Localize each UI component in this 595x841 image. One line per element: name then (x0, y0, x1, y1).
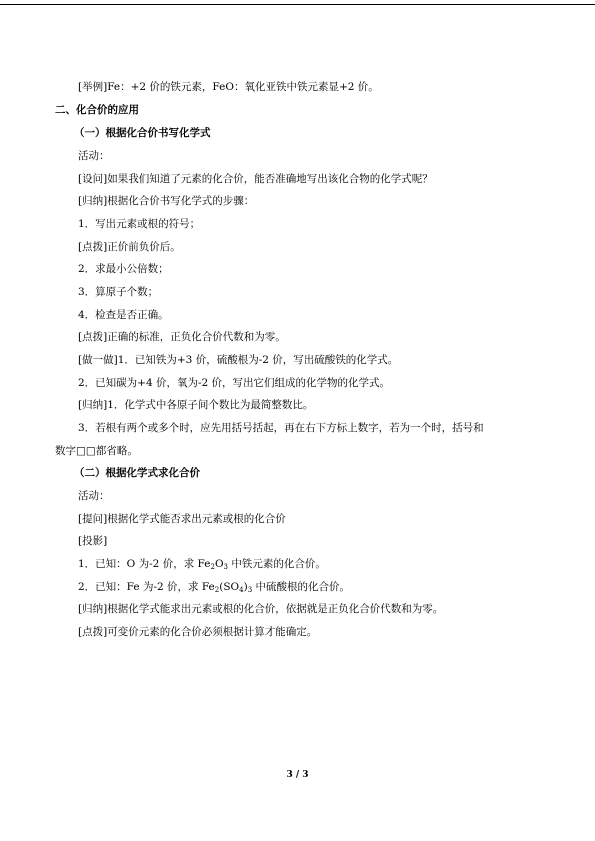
hint-line-2: [点拨]正确的标准，正负化合价代数和为零。 (78, 331, 286, 343)
activity-label-1: 活动： (78, 150, 110, 162)
rule-line: 3．若根有两个或多个时，应先用括号括起，再在右下方标上数字，若为一个时，括号和 (78, 422, 484, 434)
exercise-1: [做一做]1．已知铁为+3 价，硫酸根为-2 价，写出硫酸铁的化学式。 (78, 354, 399, 366)
subsection-heading-1: （一）根据化合价书写化学式 (74, 127, 211, 139)
step-4: 4．检查是否正确。 (78, 309, 169, 321)
question-line: [设问]如果我们知道了元素的化合价，能否准确地写出该化合物的化学式呢？ (78, 173, 433, 185)
page-number: 3 / 3 (286, 770, 309, 780)
summary-line-1: [归纳]根据化合价书写化学式的步骤： (78, 195, 255, 207)
prompt-line: [提问]根据化学式能否求出元素或根的化合价 (78, 513, 286, 525)
step-3: 3．算原子个数； (78, 286, 159, 298)
rule-line-continued: 数字□□都省略。 (55, 445, 138, 457)
subsection-heading-2: （二）根据化学式求化合价 (74, 467, 200, 479)
activity-label-2: 活动： (78, 490, 110, 502)
hint-line-3: [点拨]可变价元素的化合价必须根据计算才能确定。 (78, 626, 318, 638)
projection-label: [投影] (78, 535, 108, 547)
projection-question-2: 2．已知：Fe 为-2 价，求 $Fe_2(SO_4)_3$ 中硫酸根的化合价。 (78, 581, 351, 594)
example-line: [举例]Fe：+2 价的铁元素，FeO：氧化亚铁中铁元素显+2 价。 (78, 81, 379, 93)
hint-line-1: [点拨]正价前负价后。 (78, 241, 181, 253)
exercise-2: 2．已知碳为+4 价，氧为-2 价，写出它们组成的化学物的化学式。 (78, 377, 391, 389)
projection-question-1: 1．已知：O 为-2 价，求 $Fe_2O_3$ 中铁元素的化合价。 (78, 558, 326, 571)
summary-line-2: [归纳]1．化学式中各原子间个数比为最简整数比。 (78, 399, 314, 411)
summary-line-3: [归纳]根据化学式能求出元素或根的化合价，依据就是正负化合价代数和为零。 (78, 603, 444, 615)
section-heading: 二、化合价的应用 (55, 104, 139, 116)
step-1: 1．写出元素或根的符号； (78, 218, 201, 230)
step-2: 2．求最小公倍数； (78, 263, 169, 275)
